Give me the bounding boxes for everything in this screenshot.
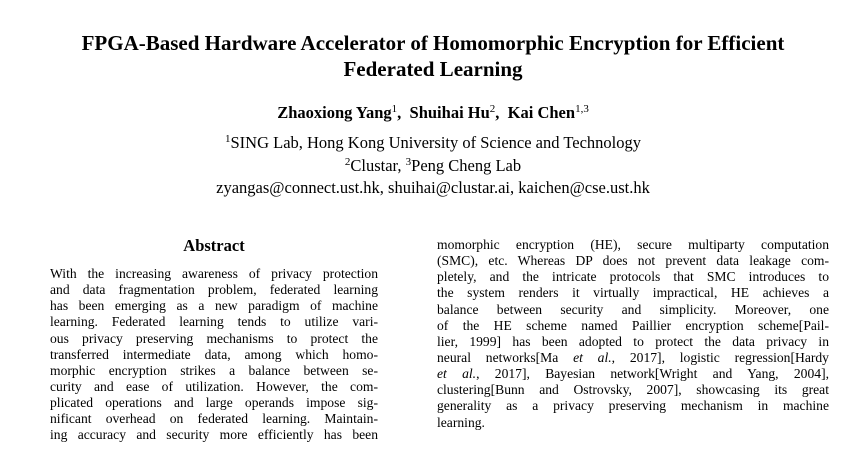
affil-text: SING Lab, Hong Kong University of Science and Technology	[230, 133, 641, 152]
intro-body	[437, 237, 829, 431]
intro-line: clustering[Bunn and Ostrovsky, 2007], showcasing its great	[437, 382, 829, 398]
author-sup: 1,3	[575, 103, 589, 115]
intro-line: the system renders it virtually impractical, HE achieves a	[437, 285, 829, 301]
author-sup: 2	[489, 103, 496, 115]
affil-text: Clustar,	[350, 155, 406, 175]
title-line-1: FPGA-Based Hardware Accelerator of Homomorphic Encryption for Efficient	[81, 31, 785, 55]
intro-line	[437, 366, 829, 382]
intro-line	[437, 350, 829, 366]
affil-text: Peng Cheng Lab	[411, 155, 522, 175]
abstract-body	[50, 266, 378, 444]
intro-line: momorphic encryption (HE), secure multiparty computation	[437, 237, 829, 252]
intro-line: balance between security and simplicity. Moreover, one	[437, 301, 829, 317]
intro-line: (SMC), etc. Whereas DP does not prevent data leakage com-	[437, 253, 829, 269]
abstract-line: ous privacy preserving mechanisms to protect the	[50, 330, 378, 346]
author-sup: 1	[391, 103, 398, 115]
author-name: Shuihai Hu	[409, 103, 490, 122]
abstract-line: nificant overhead on federated learning. Maintain-	[50, 411, 378, 427]
abstract-line: plicated operations and large operands impose sig-	[50, 395, 378, 411]
abstract-line: transferred intermediate data, among which homo-	[50, 346, 378, 362]
author-name: Kai Chen	[507, 103, 576, 122]
paper-title	[0, 30, 866, 82]
affil-sup: 3	[405, 155, 412, 168]
affil-sup: 2	[344, 155, 351, 168]
abstract-line: ing accuracy and security more efficiently has been	[50, 427, 378, 443]
abstract-line: morphic encryption strikes a balance between se-	[50, 362, 378, 378]
intro-italic: et al.	[437, 366, 477, 382]
title-line-2: Federated Learning	[343, 57, 523, 81]
intro-line: generality as a privacy preserving mechanism in machine	[437, 398, 829, 414]
intro-line: pletely, and the intricate protocols that SMC introduces to	[437, 269, 829, 285]
affiliations	[0, 132, 866, 200]
affiliation-line-1	[0, 132, 866, 155]
intro-italic: et al.	[573, 349, 612, 365]
abstract-line: learning. Federated learning tends to utilize vari-	[50, 314, 378, 330]
author-emails: zyangas@connect.ust.hk, shuihai@clustar.ai, kaichen@cse.ust.hk	[216, 178, 650, 197]
abstract-line: curity and ease of utilization. However, the com-	[50, 378, 378, 394]
affil-sup: 1	[224, 133, 231, 145]
intro-text: , 2017], logistic regression[Hardy	[611, 349, 829, 365]
intro-line: of the HE scheme named Paillier encryption scheme[Pail-	[437, 317, 829, 333]
abstract-line: has been emerging as a new paradigm of machine	[50, 298, 378, 314]
intro-line: lier, 1999] has been adopted to protect the data privacy in	[437, 333, 829, 349]
author-name: Zhaoxiong Yang	[277, 103, 392, 122]
intro-text: , 2017], Bayesian network[Wright and Yang, 2004],	[476, 366, 829, 382]
abstract-heading: Abstract	[183, 236, 245, 255]
abstract-line: and data fragmentation problem, federated learning	[50, 282, 378, 298]
intro-text: neural networks[Ma	[437, 349, 574, 365]
intro-line: learning.	[437, 414, 485, 430]
affiliation-line-2	[0, 155, 866, 178]
abstract-line: With the increasing awareness of privacy protection	[50, 266, 378, 281]
author-list: Zhaoxiong Yang$^1$, Shuihai Hu$^2$, Kai Chen$^{1,3}$	[277, 103, 589, 122]
